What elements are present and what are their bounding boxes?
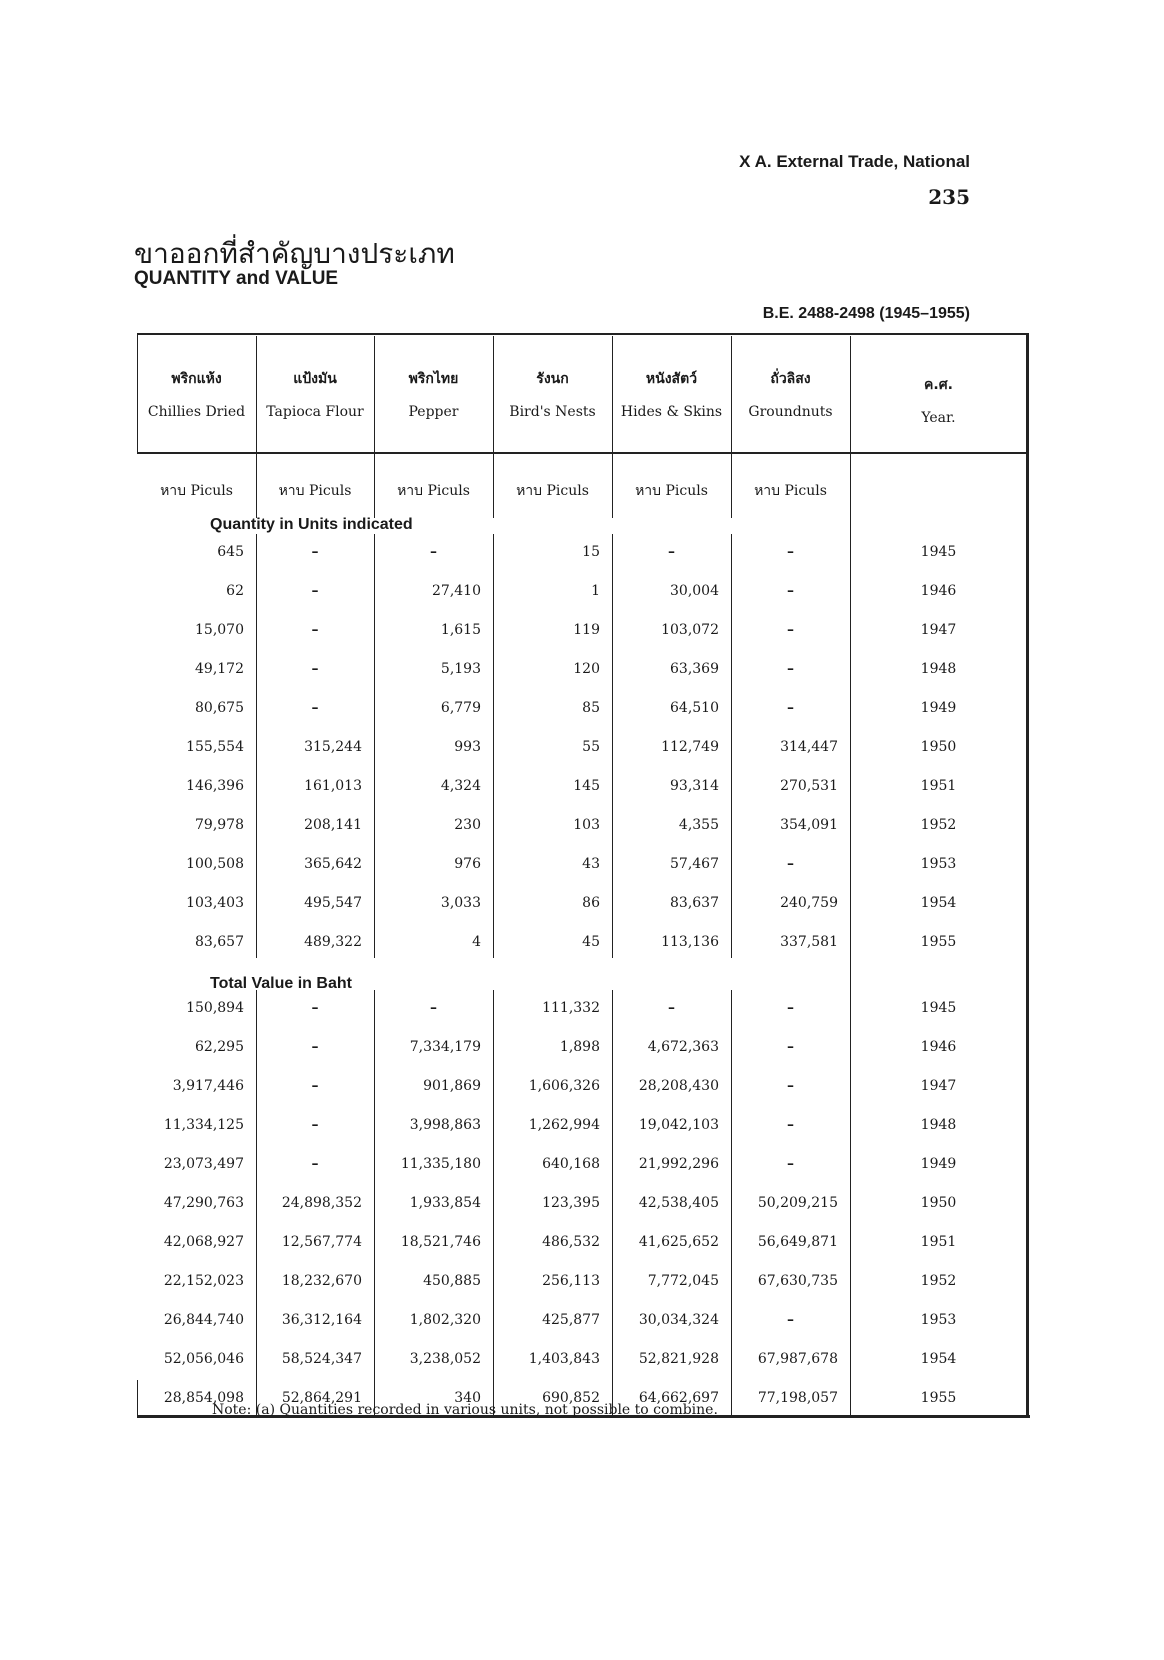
value-cell: 1,898: [559, 1039, 600, 1055]
value-year: 1948: [920, 1117, 957, 1133]
value-cell: 640,168: [542, 1156, 600, 1172]
quantity-cell: 80,675: [195, 700, 244, 716]
value-cell: 36,312,164: [281, 1312, 362, 1328]
column-divider: [493, 534, 494, 958]
thai-title: ขาออกที่สำคัญบางประเภท: [134, 237, 455, 270]
value-year: 1951: [920, 1234, 957, 1250]
value-cell: 18,521,746: [400, 1234, 481, 1250]
value-cell: –: [311, 1000, 319, 1016]
value-cell: 486,532: [542, 1234, 600, 1250]
quantity-cell: 208,141: [304, 817, 362, 833]
quantity-cell: 119: [573, 622, 600, 638]
value-cell: 26,844,740: [163, 1312, 244, 1328]
value-cell: 690,852: [542, 1390, 600, 1406]
quantity-cell: 62: [226, 583, 244, 599]
value-cell: 425,877: [542, 1312, 600, 1328]
footnote: Note: (a) Quantities recorded in various units, not possible to combine.: [212, 1402, 718, 1418]
quantity-year: 1951: [920, 778, 957, 794]
value-cell: 47,290,763: [163, 1195, 244, 1211]
column-header-english: Hides & Skins: [620, 404, 723, 420]
value-cell: 58,524,347: [281, 1351, 362, 1367]
value-cell: 56,649,871: [757, 1234, 838, 1250]
quantity-cell: 112,749: [661, 739, 719, 755]
unit-label: หาบ Piculs: [635, 483, 708, 499]
value-cell: –: [787, 1117, 794, 1133]
column-header-english: Groundnuts: [748, 404, 833, 420]
value-cell: 123,395: [542, 1195, 600, 1211]
value-cell: 1,403,843: [528, 1351, 600, 1367]
column-divider: [374, 534, 375, 958]
value-cell: 11,334,125: [163, 1117, 244, 1133]
quantity-cell: 79,978: [195, 817, 244, 833]
value-cell: 67,630,735: [757, 1273, 838, 1289]
value-cell: –: [430, 1000, 437, 1016]
unit-label: หาบ Piculs: [278, 483, 352, 499]
value-cell: 11,335,180: [400, 1156, 481, 1172]
column-header-english: Tapioca Flour: [266, 404, 364, 420]
value-cell: 77,198,057: [757, 1390, 838, 1406]
quantity-year: 1953: [920, 856, 957, 872]
value-cell: 4,672,363: [647, 1039, 719, 1055]
value-cell: 3,238,052: [409, 1351, 481, 1367]
quantity-cell: 354,091: [780, 817, 838, 833]
quantity-cell: 85: [582, 700, 600, 716]
quantity-cell: 645: [217, 544, 244, 560]
quantity-cell: –: [787, 622, 794, 638]
quantity-cell: 314,447: [780, 739, 838, 755]
quantity-cell: 43: [582, 856, 600, 872]
quantity-year: 1947: [920, 622, 957, 638]
value-cell: 42,068,927: [163, 1234, 244, 1250]
quantity-cell: –: [668, 544, 675, 560]
quantity-cell: 64,510: [670, 700, 719, 716]
quantity-cell: 27,410: [432, 583, 481, 599]
value-cell: 1,933,854: [409, 1195, 481, 1211]
column-header-thai: รังนก: [536, 371, 569, 387]
quantity-year: 1948: [920, 661, 957, 677]
value-cell: –: [787, 1312, 794, 1328]
quantity-cell: 155,554: [186, 739, 244, 755]
value-cell: –: [311, 1078, 319, 1094]
quantity-year: 1955: [920, 934, 957, 950]
quantity-year: 1949: [920, 700, 957, 716]
value-cell: 52,864,291: [281, 1390, 362, 1406]
unit-label: หาบ Piculs: [160, 483, 233, 499]
quantity-cell: 489,322: [304, 934, 362, 950]
value-cell: 256,113: [542, 1273, 600, 1289]
column-header-english: Bird's Nests: [509, 404, 596, 420]
value-cell: –: [668, 1000, 675, 1016]
column-header-thai: หนังสัตว์: [645, 371, 698, 387]
table-header-rule: [137, 452, 1027, 454]
quantity-cell: 45: [582, 934, 600, 950]
value-year: 1952: [920, 1273, 957, 1289]
quantity-cell: –: [311, 622, 319, 638]
quantity-cell: 86: [582, 895, 600, 911]
page-number: 235: [928, 185, 970, 209]
value-year: 1955: [920, 1390, 957, 1406]
quantity-cell: –: [787, 583, 794, 599]
quantity-cell: –: [311, 700, 319, 716]
english-title: QUANTITY and VALUE: [134, 268, 339, 289]
column-header: [374, 368, 493, 420]
value-year: 1945: [920, 1000, 957, 1016]
column-header: [256, 368, 374, 420]
value-cell: 7,334,179: [409, 1039, 481, 1055]
quantity-cell: 30,004: [670, 583, 719, 599]
quantity-cell: –: [430, 544, 437, 560]
value-cell: 64,662,697: [638, 1390, 719, 1406]
quantity-cell: 145: [573, 778, 600, 794]
table-top-rule: [137, 333, 1027, 335]
value-year: 1953: [920, 1312, 957, 1328]
quantity-cell: 230: [454, 817, 481, 833]
quantity-cell: 49,172: [195, 661, 244, 677]
value-cell: 18,232,670: [281, 1273, 362, 1289]
quantity-cell: 57,467: [670, 856, 719, 872]
quantity-cell: 976: [454, 856, 481, 872]
column-header: [137, 368, 256, 420]
quantity-cell: –: [311, 544, 319, 560]
quantity-year: 1945: [920, 544, 957, 560]
quantity-cell: 240,759: [780, 895, 838, 911]
section-label-quantity: Quantity in Units indicated: [210, 516, 413, 533]
quantity-cell: 993: [454, 739, 481, 755]
section-heading: X A. External Trade, National: [739, 152, 970, 171]
column-divider: [612, 990, 613, 1415]
quantity-year: 1950: [920, 739, 957, 755]
quantity-cell: 15,070: [195, 622, 244, 638]
value-year: 1950: [920, 1195, 957, 1211]
column-header-thai: พริกแห้ง: [171, 371, 222, 387]
value-cell: –: [787, 1039, 794, 1055]
quantity-cell: 495,547: [304, 895, 362, 911]
year-header-english: Year.: [921, 410, 956, 426]
quantity-cell: 6,779: [440, 700, 481, 716]
value-cell: 19,042,103: [638, 1117, 719, 1133]
value-cell: 28,854,098: [163, 1390, 244, 1406]
unit-label: หาบ Piculs: [754, 483, 827, 499]
value-year: 1947: [920, 1078, 957, 1094]
value-cell: 28,208,430: [638, 1078, 719, 1094]
value-cell: 21,992,296: [638, 1156, 719, 1172]
value-cell: 24,898,352: [281, 1195, 362, 1211]
value-cell: –: [311, 1156, 319, 1172]
quantity-cell: 103,072: [661, 622, 719, 638]
value-cell: 3,917,446: [172, 1078, 244, 1094]
quantity-cell: –: [787, 700, 794, 716]
quantity-cell: 100,508: [186, 856, 244, 872]
value-cell: –: [311, 1039, 319, 1055]
value-cell: 111,332: [542, 1000, 600, 1016]
quantity-cell: 1,615: [440, 622, 481, 638]
column-divider: [612, 534, 613, 958]
value-cell: –: [787, 1000, 794, 1016]
quantity-cell: 337,581: [780, 934, 838, 950]
value-cell: –: [787, 1078, 794, 1094]
quantity-cell: 103: [573, 817, 600, 833]
quantity-cell: –: [787, 856, 794, 872]
quantity-cell: 15: [582, 544, 600, 560]
column-header-english: Chillies Dried: [147, 404, 246, 420]
column-header: [493, 368, 612, 420]
quantity-cell: –: [311, 583, 319, 599]
quantity-cell: 146,396: [186, 778, 244, 794]
quantity-year: 1946: [920, 583, 957, 599]
quantity-cell: –: [787, 544, 794, 560]
quantity-cell: 103,403: [186, 895, 244, 911]
period-label: B.E. 2488-2498 (1945–1955): [762, 305, 970, 322]
quantity-cell: 161,013: [304, 778, 362, 794]
value-cell: 62,295: [195, 1039, 244, 1055]
quantity-cell: 270,531: [780, 778, 838, 794]
quantity-year: 1954: [920, 895, 957, 911]
unit-label: หาบ Piculs: [397, 483, 470, 499]
value-cell: 1,802,320: [409, 1312, 481, 1328]
year-header-thai: ค.ศ.: [924, 377, 953, 393]
quantity-cell: 93,314: [670, 778, 719, 794]
value-cell: 3,998,863: [409, 1117, 481, 1133]
quantity-cell: 55: [582, 739, 600, 755]
quantity-cell: 120: [573, 661, 600, 677]
quantity-cell: 4,355: [678, 817, 719, 833]
quantity-cell: 3,033: [440, 895, 481, 911]
value-cell: 30,034,324: [638, 1312, 719, 1328]
value-cell: 67,987,678: [757, 1351, 838, 1367]
column-header: [612, 368, 731, 420]
table-left-border: [137, 1380, 138, 1415]
column-header-thai: พริกไทย: [408, 371, 459, 387]
column-divider: [493, 990, 494, 1415]
quantity-cell: 83,657: [195, 934, 244, 950]
unit-label: หาบ Piculs: [516, 483, 589, 499]
column-header-english: Pepper: [408, 404, 459, 420]
value-cell: –: [787, 1156, 794, 1172]
value-cell: 150,894: [186, 1000, 244, 1016]
value-cell: 450,885: [423, 1273, 481, 1289]
quantity-year: 1952: [920, 817, 957, 833]
value-cell: 52,821,928: [638, 1351, 719, 1367]
quantity-cell: –: [311, 661, 319, 677]
value-cell: 22,152,023: [163, 1273, 244, 1289]
value-year: 1946: [920, 1039, 957, 1055]
quantity-cell: 315,244: [304, 739, 362, 755]
column-header: [731, 368, 850, 420]
quantity-cell: 1: [591, 583, 600, 599]
year-column-header: [850, 374, 1027, 426]
column-divider: [374, 990, 375, 1415]
value-cell: 23,073,497: [163, 1156, 244, 1172]
value-cell: 1,262,994: [528, 1117, 600, 1133]
value-cell: 52,056,046: [163, 1351, 244, 1367]
value-cell: 12,567,774: [281, 1234, 362, 1250]
value-cell: 50,209,215: [757, 1195, 838, 1211]
value-year: 1949: [920, 1156, 957, 1172]
quantity-cell: 5,193: [440, 661, 481, 677]
quantity-cell: 63,369: [670, 661, 719, 677]
quantity-cell: 4,324: [440, 778, 481, 794]
quantity-cell: –: [787, 661, 794, 677]
value-cell: –: [311, 1117, 319, 1133]
section-label-value: Total Value in Baht: [210, 975, 352, 992]
value-year: 1954: [920, 1351, 957, 1367]
column-header-thai: แป้งมัน: [293, 371, 337, 387]
value-cell: 41,625,652: [638, 1234, 719, 1250]
value-cell: 7,772,045: [647, 1273, 719, 1289]
quantity-cell: 4: [472, 934, 481, 950]
value-cell: 1,606,326: [528, 1078, 600, 1094]
quantity-cell: 365,642: [304, 856, 362, 872]
table-right-border: [1026, 333, 1029, 1418]
value-cell: 340: [454, 1390, 481, 1406]
column-header-thai: ถั่วลิสง: [770, 371, 811, 387]
value-cell: 901,869: [423, 1078, 481, 1094]
quantity-cell: 113,136: [661, 934, 719, 950]
value-cell: 42,538,405: [638, 1195, 719, 1211]
quantity-cell: 83,637: [670, 895, 719, 911]
